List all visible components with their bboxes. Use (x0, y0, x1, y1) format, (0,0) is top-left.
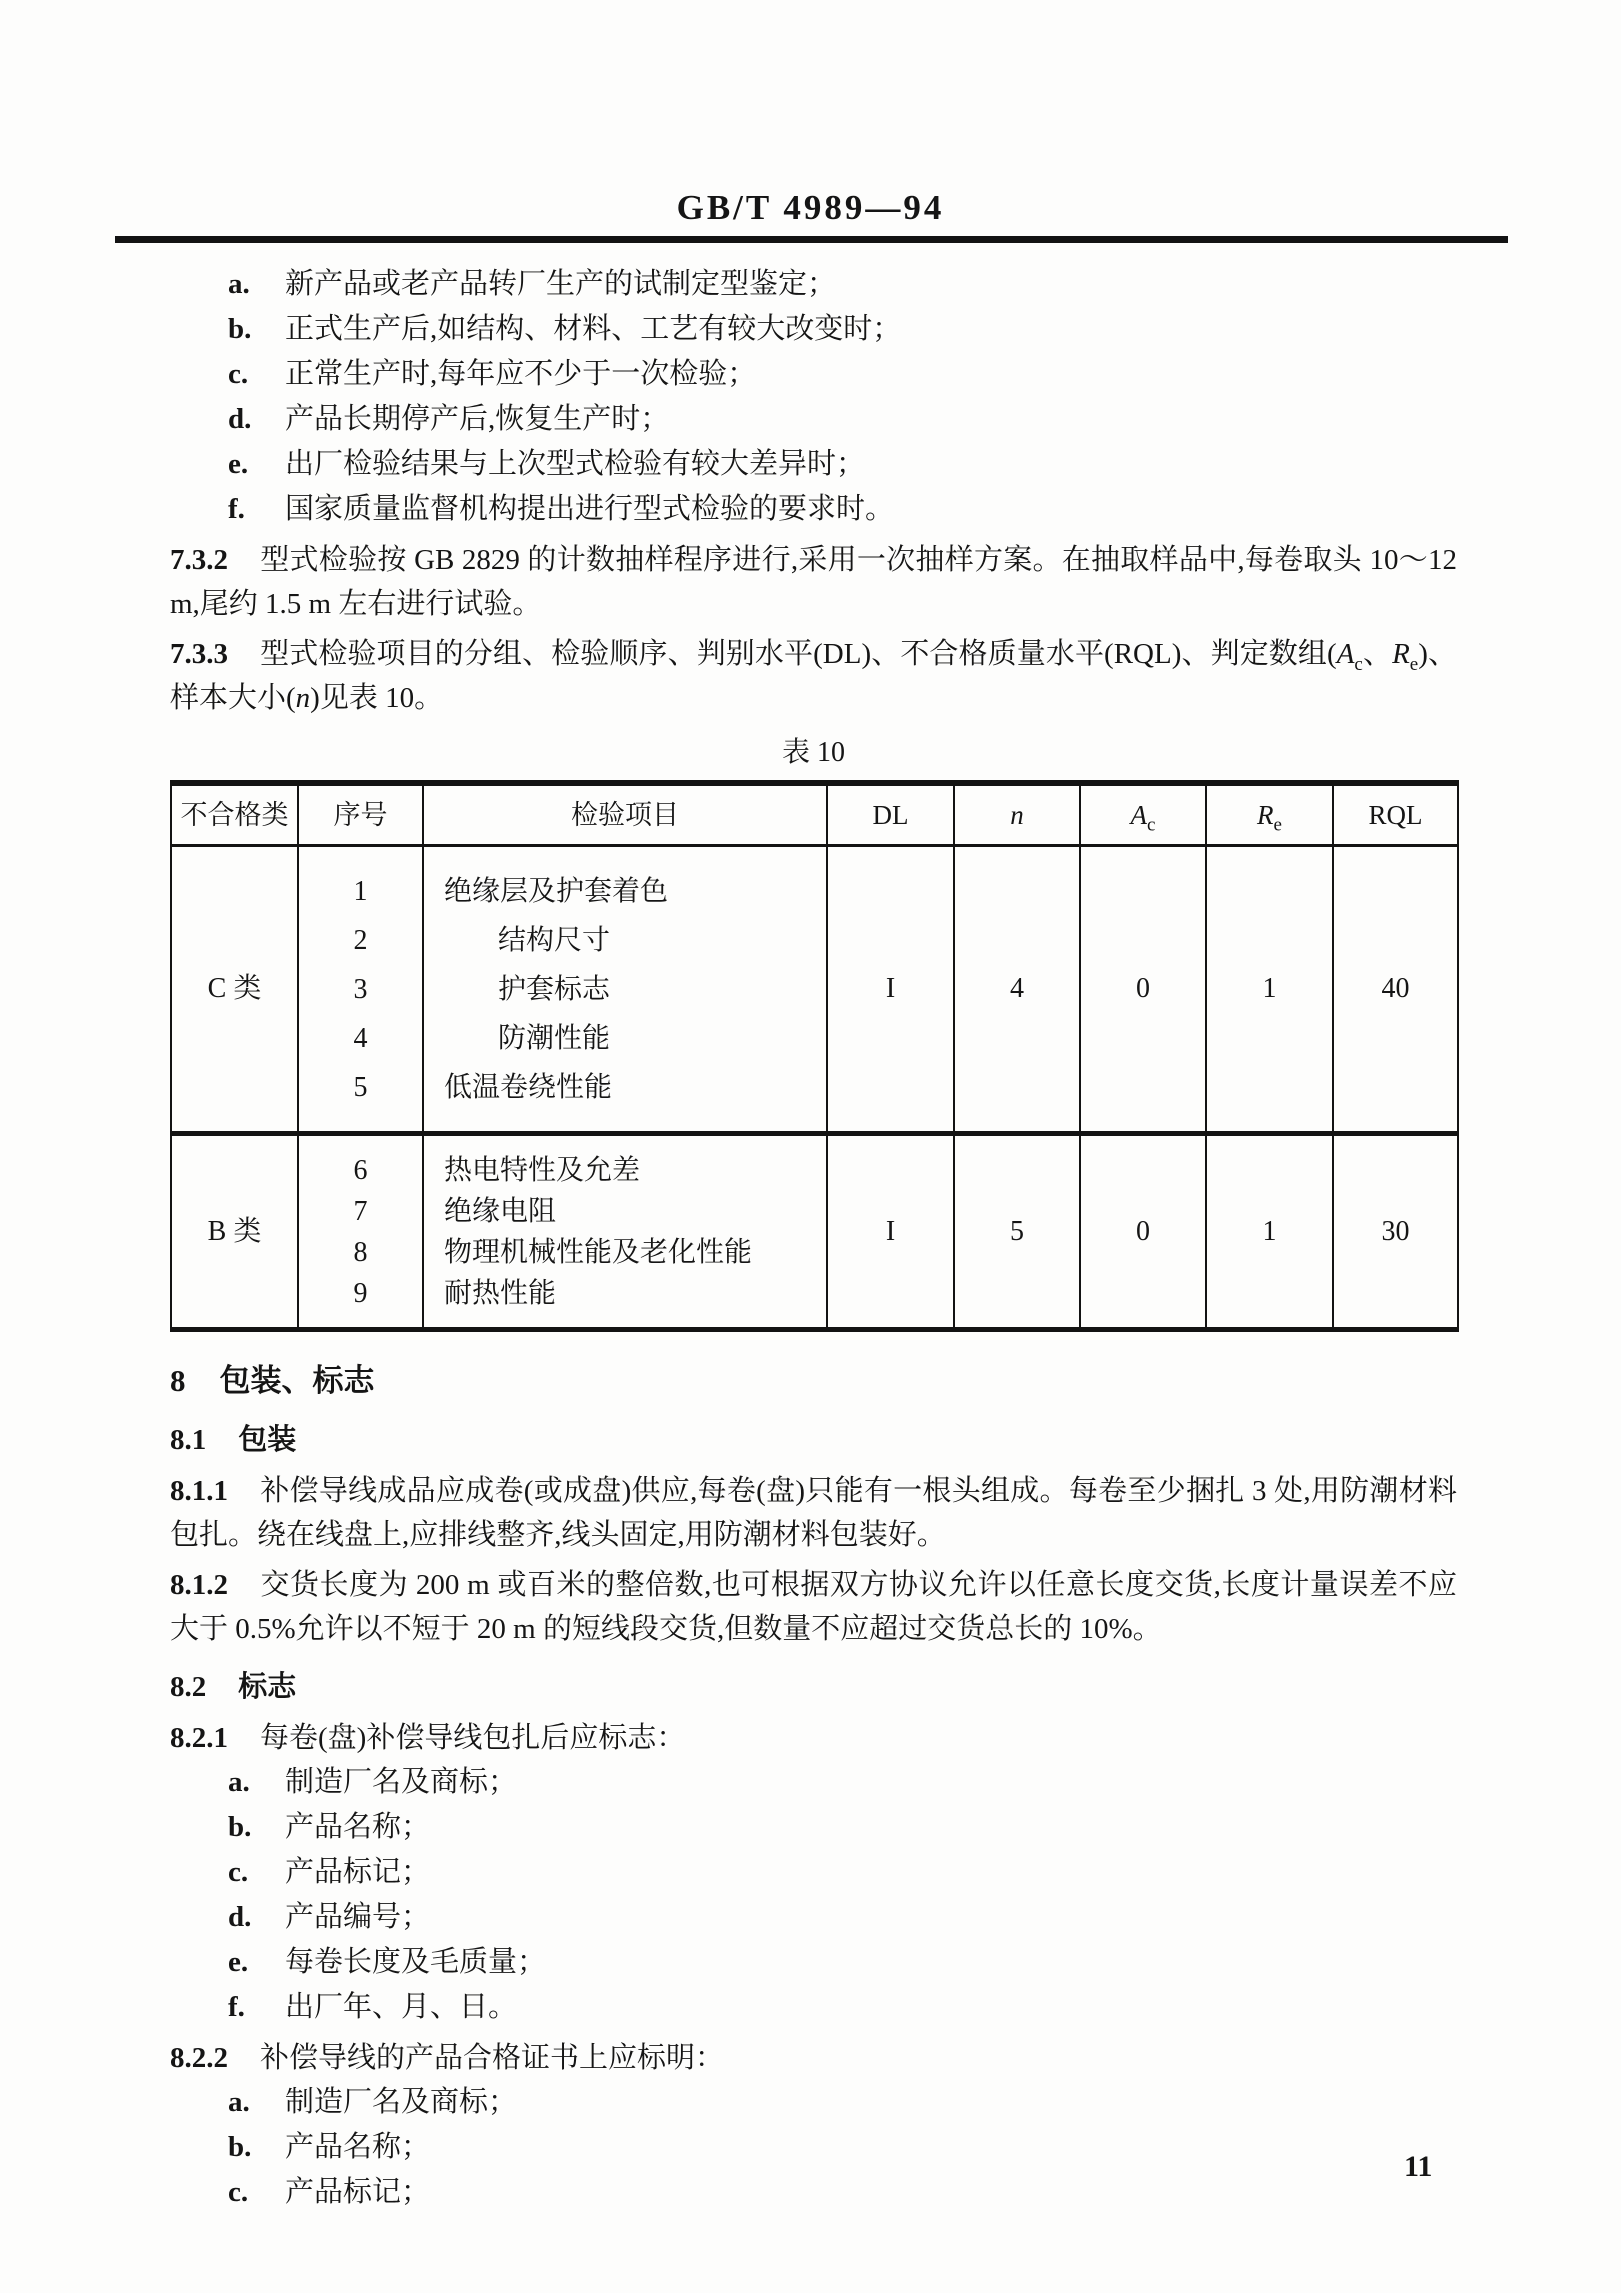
test-item: 防潮性能 (498, 1022, 611, 1054)
list-item (170, 1895, 1457, 1940)
test-item: 护套标志 (498, 973, 611, 1005)
list-item-text: 产品标记； (285, 2176, 431, 2208)
table-10 (170, 780, 1459, 1332)
list-item-letter: a. (228, 268, 250, 300)
col-header-Ac: $A_c$ (1080, 783, 1206, 846)
list-item (170, 1850, 1457, 1895)
list-item (170, 442, 1457, 487)
serial-number: 7 (353, 1195, 368, 1227)
list-item-letter: c. (228, 2176, 249, 2208)
test-item: 热电特性及允差 (444, 1154, 641, 1186)
col-header-DL: DL (827, 783, 954, 846)
test-item: 物理机械性能及老化性能 (444, 1236, 753, 1268)
list-item-text: 产品标记； (285, 1856, 431, 1888)
list-item (170, 2170, 1457, 2215)
clause-title: 包装 (238, 1424, 297, 1456)
list-item-text: 产品长期停产后,恢复生产时； (285, 403, 670, 435)
clause-8-1-heading (170, 1418, 1457, 1463)
clause-text: 补偿导线成品应成卷(或成盘)供应,每卷(盘)只能有一根头组成。每卷至少捆扎 3 处,用防潮材料包扎。绕在线盘上,应排线整齐,线头固定,用防潮材料包装好。 (170, 1475, 1457, 1551)
clause-text-part3: )见表 10。 (310, 682, 444, 714)
col-header-n: n (954, 783, 1080, 846)
clause-7-3-3 (170, 632, 1457, 720)
clause-8-2-1 (170, 1716, 1457, 1760)
section-number: 8 (170, 1363, 186, 1398)
clause-number: 8.1 (170, 1424, 207, 1456)
header-rule (115, 236, 1508, 243)
table-row-class-C (171, 846, 1458, 1134)
clause-number: 8.2.1 (170, 1722, 228, 1754)
list-item-letter: d. (228, 403, 252, 435)
clause-8-1-2 (170, 1563, 1457, 1651)
clause-text: 每卷(盘)补偿导线包扎后应标志： (260, 1722, 686, 1754)
list-item-text: 产品编号； (285, 1901, 431, 1933)
cell-defect-class: C 类 (171, 846, 298, 1134)
clause-number: 8.2.2 (170, 2042, 228, 2074)
section-8-heading (170, 1358, 1457, 1404)
clause-number: 8.1.1 (170, 1475, 228, 1507)
serial-number: 1 (353, 875, 368, 907)
cell-n: 4 (954, 846, 1080, 1134)
list-item-letter: f. (228, 493, 245, 525)
list-item-text: 产品名称； (285, 1811, 431, 1843)
package-marking-list (170, 1760, 1457, 2030)
cell-Ac: 0 (1080, 1134, 1206, 1330)
symbol-Ac-base: A (1336, 638, 1355, 670)
list-item (170, 352, 1457, 397)
cell-RQL: 30 (1333, 1134, 1458, 1330)
test-item: 绝缘电阻 (444, 1195, 557, 1227)
section-title: 包装、标志 (219, 1363, 375, 1398)
col-header-Re: $R_e$ (1206, 783, 1333, 846)
list-item (170, 487, 1457, 532)
cell-test-items (423, 1134, 827, 1330)
cell-DL: I (827, 846, 954, 1134)
test-item: 绝缘层及护套着色 (444, 875, 669, 907)
cell-Ac: 0 (1080, 846, 1206, 1134)
clause-number: 7.3.2 (170, 544, 228, 576)
clause-8-1-1 (170, 1469, 1457, 1557)
list-item-letter: b. (228, 1811, 252, 1843)
symbol-n: n (295, 682, 311, 714)
list-item-letter: c. (228, 1856, 249, 1888)
list-item-text: 制造厂名及商标； (285, 2086, 518, 2118)
clause-text-part2: )、样本大小( (170, 638, 1457, 714)
list-item (170, 1940, 1457, 1985)
list-item-letter: b. (228, 313, 252, 345)
list-item-letter: c. (228, 358, 249, 390)
list-item-text: 制造厂名及商标； (285, 1766, 518, 1798)
list-item-text: 每卷长度及毛质量； (285, 1946, 547, 1978)
cell-Re: 1 (1206, 1134, 1333, 1330)
list-item-letter: b. (228, 2131, 252, 2163)
cell-n: 5 (954, 1134, 1080, 1330)
list-item-letter: e. (228, 448, 249, 480)
table-header-row (171, 783, 1458, 846)
col-header-defect-class: 不合格类 (171, 783, 298, 846)
list-item-letter: a. (228, 2086, 250, 2118)
list-item-letter: f. (228, 1991, 245, 2023)
type-test-condition-list (170, 262, 1457, 532)
list-item (170, 262, 1457, 307)
page-number: 11 (1404, 2150, 1433, 2183)
col-header-serial: 序号 (298, 783, 423, 846)
table-row-class-B (171, 1134, 1458, 1330)
list-item-text: 出厂检验结果与上次型式检验有较大差异时； (285, 448, 866, 480)
list-item (170, 1760, 1457, 1805)
list-item-text: 国家质量监督机构提出进行型式检验的要求时。 (285, 493, 895, 525)
clause-text-part1: 型式检验项目的分组、检验顺序、判别水平(DL)、不合格质量水平(RQL)、判定数组( (260, 638, 1337, 670)
serial-number: 9 (353, 1277, 368, 1309)
clause-number: 7.3.3 (170, 638, 228, 670)
page-content (170, 262, 1457, 2215)
serial-number: 2 (353, 924, 368, 956)
clause-text: 型式检验按 GB 2829 的计数抽样程序进行,采用一次抽样方案。在抽取样品中,每卷取头 10～12 m,尾约 1.5 m 左右进行试验。 (170, 544, 1457, 620)
standard-number-title: GB/T 4989—94 (676, 188, 945, 227)
clause-title: 标志 (238, 1671, 297, 1703)
symbol-separator: 、 (1362, 638, 1393, 670)
list-item-text: 新产品或老产品转厂生产的试制定型鉴定； (285, 268, 837, 300)
symbol-Re-sub: e (1409, 653, 1419, 675)
list-item-text: 正常生产时,每年应不少于一次检验； (285, 358, 757, 390)
list-item-letter: d. (228, 1901, 252, 1933)
test-item: 耐热性能 (444, 1277, 557, 1309)
cell-serial-numbers (298, 846, 423, 1134)
col-header-test-item: 检验项目 (423, 783, 827, 846)
clause-number: 8.1.2 (170, 1569, 228, 1601)
serial-number: 8 (353, 1236, 368, 1268)
list-item-text: 产品名称； (285, 2131, 431, 2163)
list-item-text: 正式生产后,如结构、材料、工艺有较大改变时； (285, 313, 902, 345)
cell-test-items (423, 846, 827, 1134)
list-item-letter: a. (228, 1766, 250, 1798)
cell-Re: 1 (1206, 846, 1333, 1134)
certificate-marking-list (170, 2080, 1457, 2215)
list-item (170, 307, 1457, 352)
serial-number: 6 (353, 1154, 368, 1186)
cell-serial-numbers (298, 1134, 423, 1330)
test-item: 结构尺寸 (498, 924, 611, 956)
list-item-letter: e. (228, 1946, 249, 1978)
cell-DL: I (827, 1134, 954, 1330)
symbol-Re-base: R (1392, 638, 1410, 670)
clause-8-2-heading (170, 1665, 1457, 1710)
list-item (170, 397, 1457, 442)
list-item (170, 2080, 1457, 2125)
table-caption: 表 10 (781, 737, 845, 768)
serial-number: 3 (353, 973, 368, 1005)
serial-number: 4 (353, 1022, 368, 1054)
list-item (170, 1805, 1457, 1850)
test-item: 低温卷绕性能 (444, 1071, 613, 1103)
clause-text: 交货长度为 200 m 或百米的整倍数,也可根据双方协议允许以任意长度交货,长度计量误差不应大于 0.5%允许以不短于 20 m 的短线段交货,但数量不应超过交货总长的 10%。 (170, 1569, 1457, 1645)
symbol-Ac-sub: c (1354, 653, 1363, 675)
clause-number: 8.2 (170, 1671, 207, 1703)
clause-8-2-2 (170, 2036, 1457, 2080)
list-item (170, 2125, 1457, 2170)
clause-7-3-2 (170, 538, 1457, 626)
cell-defect-class: B 类 (171, 1134, 298, 1330)
clause-text: 补偿导线的产品合格证书上应标明： (260, 2042, 725, 2074)
col-header-RQL: RQL (1333, 783, 1458, 846)
list-item (170, 1985, 1457, 2030)
list-item-text: 出厂年、月、日。 (285, 1991, 518, 2023)
serial-number: 5 (353, 1071, 368, 1103)
cell-RQL: 40 (1333, 846, 1458, 1134)
